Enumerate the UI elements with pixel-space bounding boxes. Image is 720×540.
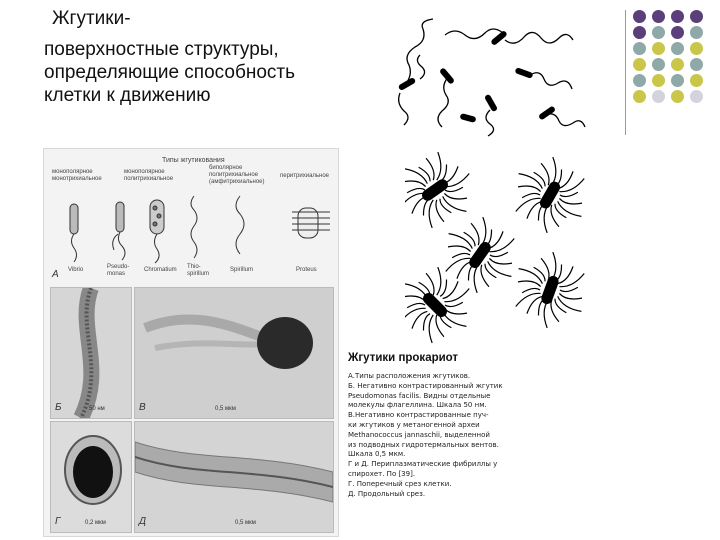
caption-line: ки жгутиков у метаногенной археи bbox=[348, 420, 480, 429]
flagellum bbox=[405, 308, 426, 321]
flagellum bbox=[448, 246, 471, 252]
flagellum bbox=[518, 281, 541, 287]
flagellum bbox=[559, 293, 582, 299]
flagellum bbox=[560, 192, 578, 196]
type-label: биполярное политрихиальное (амфитрихиальное) bbox=[209, 165, 265, 185]
bacterium-body bbox=[541, 275, 560, 305]
organism-label: Pseudo-monas bbox=[107, 264, 130, 277]
decorative-dot bbox=[633, 42, 646, 55]
flagellum bbox=[489, 258, 512, 264]
panel-letter: Г bbox=[55, 516, 61, 527]
slide-subtitle bbox=[44, 38, 295, 107]
flagellum bbox=[482, 217, 486, 245]
caption-line: Г. Поперечный срез клетки. bbox=[348, 479, 452, 488]
flagellum bbox=[551, 205, 559, 227]
decorative-dot bbox=[671, 74, 684, 87]
flagellum bbox=[405, 296, 426, 302]
flagellum bbox=[471, 223, 479, 245]
decorative-dot bbox=[633, 90, 646, 103]
decorative-dot bbox=[633, 58, 646, 71]
flagellum bbox=[436, 200, 444, 222]
panel-letter: А bbox=[52, 269, 59, 280]
organism-label: Chromatium bbox=[144, 267, 177, 273]
monotrichous-bacteria-illustration bbox=[390, 15, 610, 145]
decorative-dot bbox=[652, 58, 665, 71]
decorative-dot bbox=[690, 26, 703, 39]
flagellum bbox=[444, 308, 467, 314]
decorative-dot bbox=[690, 10, 703, 23]
caption-line: молекулы флагеллина. Шкала 50 нм. bbox=[348, 401, 487, 410]
subtitle-line: определяющие способность bbox=[44, 62, 295, 83]
flagellum bbox=[559, 198, 582, 204]
decorative-dot bbox=[690, 58, 703, 71]
flagellum bbox=[437, 267, 441, 295]
decorative-dot bbox=[633, 26, 646, 39]
flagellum bbox=[551, 300, 559, 322]
panel-v bbox=[134, 287, 334, 419]
bacterium-body bbox=[422, 292, 449, 319]
organism-label: Proteus bbox=[296, 267, 317, 273]
flagellum bbox=[407, 303, 425, 307]
flagella-figure bbox=[43, 148, 339, 537]
bacterium-body bbox=[539, 180, 562, 209]
decorative-dot bbox=[652, 26, 665, 39]
subtitle-line: поверхностные структуры, bbox=[44, 39, 279, 60]
panel-letter: Д bbox=[139, 516, 147, 527]
decorative-dot bbox=[690, 42, 703, 55]
decorative-dot bbox=[652, 42, 665, 55]
organism-label: Thio-spirillum bbox=[187, 264, 210, 277]
flagellum bbox=[541, 163, 549, 185]
panel-letter: Б bbox=[55, 402, 62, 413]
bacterium-body bbox=[468, 241, 492, 270]
flagellum bbox=[444, 289, 469, 302]
caption-line: А.Типы расположения жгутиков. bbox=[348, 372, 471, 380]
divider-line bbox=[625, 10, 626, 135]
panel-b bbox=[50, 287, 132, 419]
decorative-dot bbox=[652, 74, 665, 87]
panel-g bbox=[50, 421, 132, 533]
caption-line: Pseudomonas facilis. Видны отдельные bbox=[348, 391, 491, 400]
flagellum bbox=[552, 157, 556, 185]
decorative-dot bbox=[652, 90, 665, 103]
flagellum bbox=[559, 179, 584, 192]
flagellum bbox=[405, 181, 426, 187]
flagellum bbox=[444, 193, 467, 199]
caption-line: Шкала 0,5 мкм. bbox=[348, 450, 406, 459]
flagellum bbox=[429, 200, 433, 228]
caption-line: спирохет. По [39]. bbox=[348, 469, 416, 478]
decorative-dot bbox=[633, 10, 646, 23]
flagellum bbox=[552, 252, 556, 280]
flagellum bbox=[436, 315, 444, 337]
flagellum bbox=[522, 288, 540, 292]
flagellum bbox=[445, 187, 463, 191]
organism-label: Vibrio bbox=[68, 267, 84, 273]
flagellum bbox=[452, 253, 470, 257]
decorative-dot bbox=[671, 58, 684, 71]
scale-bar-label: 0,5 мкм bbox=[235, 520, 256, 526]
caption-line: Д. Продольный срез. bbox=[348, 489, 426, 498]
flagellum bbox=[489, 239, 514, 252]
caption-line: В.Негативно контрастированные пуч- bbox=[348, 411, 489, 420]
flagellum bbox=[426, 158, 434, 180]
flagellum bbox=[444, 174, 469, 187]
flagellum bbox=[516, 293, 541, 306]
type-label: монополярное политрихиальное bbox=[124, 169, 174, 182]
flagellum bbox=[544, 300, 548, 328]
peritrichous-bacteria-illustration bbox=[405, 150, 605, 345]
organism-label: Spirillum bbox=[230, 267, 254, 273]
scale-bar-label: 0,2 мкм bbox=[85, 520, 106, 526]
flagellum bbox=[541, 258, 549, 280]
caption-line: Б. Негативно контрастированный жгутик bbox=[348, 381, 503, 390]
decorative-dot bbox=[671, 90, 684, 103]
flagellum bbox=[560, 287, 578, 291]
type-label: монополярное монотрихиальное bbox=[52, 169, 102, 182]
flagellum bbox=[474, 265, 478, 293]
flagellum bbox=[490, 252, 508, 256]
caption-line: из подводных гидротермальных вентов. bbox=[348, 440, 499, 449]
type-label: перитрихиальное bbox=[280, 173, 330, 179]
scale-bar-label: 0,5 мкм bbox=[215, 406, 236, 412]
flagellum bbox=[437, 152, 441, 180]
decorative-dot bbox=[671, 26, 684, 39]
flagellum bbox=[481, 265, 489, 287]
flagellum bbox=[518, 186, 541, 192]
caption-title: Жгутики прокариот bbox=[348, 352, 459, 364]
slide-title: Жгутики- bbox=[52, 8, 131, 29]
decorative-dot bbox=[633, 74, 646, 87]
flagellation-types-drawing bbox=[44, 194, 338, 264]
flagellum bbox=[544, 205, 548, 233]
decorative-dot bbox=[690, 74, 703, 87]
scale-bar-label: 50 нм bbox=[89, 406, 105, 412]
caption-line: Г и Д. Периплазматические фибриллы у bbox=[348, 460, 498, 469]
decorative-dot bbox=[652, 10, 665, 23]
caption-line: Methanococcus jannaschii, выделенной bbox=[348, 430, 490, 439]
decorative-dot bbox=[690, 90, 703, 103]
flagellum bbox=[429, 315, 433, 343]
decorative-dot bbox=[671, 10, 684, 23]
figure-header: Типы жгутикования bbox=[162, 157, 225, 164]
decorative-dot bbox=[671, 42, 684, 55]
flagellum bbox=[446, 258, 471, 271]
flagellum bbox=[516, 198, 541, 211]
flagellum bbox=[407, 188, 425, 192]
panel-d bbox=[134, 421, 334, 533]
caption-body bbox=[348, 372, 580, 499]
flagellum bbox=[559, 274, 584, 287]
flagellum bbox=[522, 193, 540, 197]
decorative-dot-grid bbox=[633, 10, 715, 110]
subtitle-line: клетки к движению bbox=[44, 85, 211, 106]
panel-letter: В bbox=[139, 402, 146, 413]
flagellum bbox=[426, 273, 434, 295]
flagellum bbox=[445, 302, 463, 306]
